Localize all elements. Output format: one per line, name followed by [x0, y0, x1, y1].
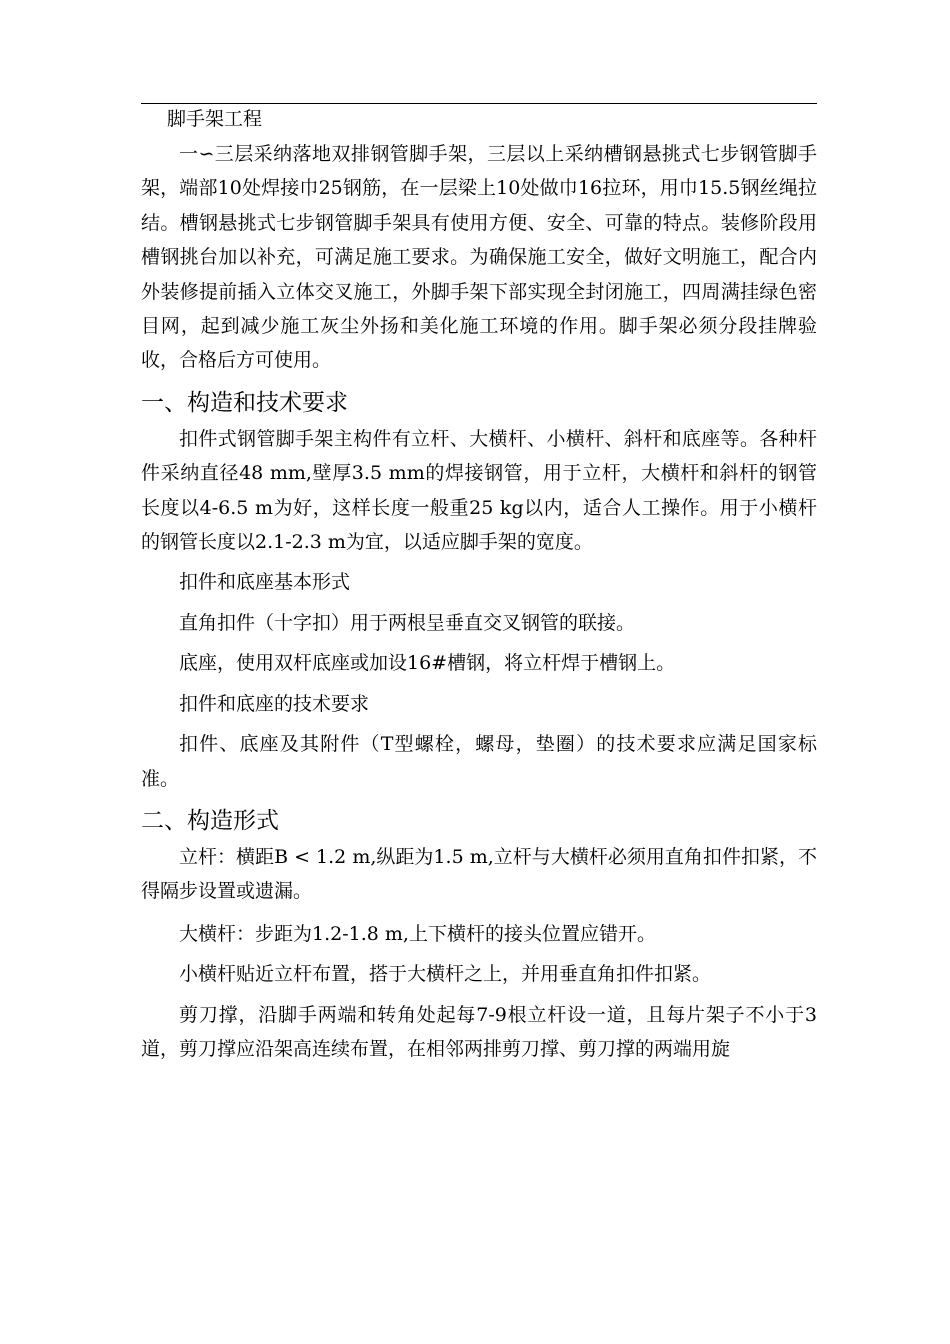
paragraph: 立杆：横距B < 1.2 m,纵距为1.5 m,立杆与大横杆必须用直角扣件扣紧，不得隔步设置或遗漏。 [141, 845, 817, 903]
paragraph: 底座，使用双杆底座或加设16#槽钢，将立杆焊于槽钢上。 [179, 652, 676, 675]
document-body [141, 104, 817, 1066]
paragraph: 扣件、底座及其附件（T型螺栓，螺母，垫圈）的技术要求应满足国家标准。 [141, 733, 817, 790]
paragraph: 直角扣件（十字扣）用于两根呈垂直交叉钢管的联接。 [179, 611, 636, 634]
intro-paragraph: 一∽三层采纳落地双排钢管脚手架，三层以上采纳槽钢悬挑式七步钢管脚手架，端部10处焊接巾25钢筋，在一层梁上10处做巾16拉环，用巾15.5钢丝绳拉结。槽钢悬挑式七步钢管脚手架具有使用方便、安全、可靠的特点。装修阶段用槽钢挑台加以补充，可满足施工要求。为确保施工安全，做好文明施工，配合内外装修提前插入立体交叉施工，外脚手架下部实现全封闭施工，四周满挂绿色密目网，起到减少施工灰尘外扬和美化施工环境的作用。脚手架必须分段挂牌验收，合格后方可使用。 [141, 143, 817, 372]
section-heading-1: 一、构造和技术要求 [141, 389, 348, 416]
section-heading-2: 二、构造形式 [141, 807, 279, 834]
paragraph: 剪刀撑，沿脚手两端和转角处起每7-9根立杆设一道，且每片架子不小于3道，剪刀撑应沿架高连续布置，在相邻两排剪刀撑、剪刀撑的两端用旋 [141, 1003, 817, 1060]
paragraph: 大横杆：步距为1.2-1.8 m,上下横杆的接头位置应错开。 [179, 922, 656, 945]
paragraph: 小横杆贴近立杆布置，搭于大横杆之上，并用垂直角扣件扣紧。 [179, 963, 712, 986]
paragraph: 扣件和底座的技术要求 [179, 692, 370, 715]
paragraph: 扣件和底座基本形式 [179, 571, 351, 594]
header-title: 脚手架工程 [167, 108, 263, 130]
paragraph: 扣件式钢管脚手架主构件有立杆、大横杆、小横杆、斜杆和底座等。各种杆件采纳直径48 mm,壁厚3.5 mm的焊接钢管，用于立杆，大横杆和斜杆的钢管长度以4-6.5 m为好，这样长度一般重25 kg以内，适合人工操作。用于小横杆的钢管长度以2.1-2.3 m为宜，以适应脚手架的宽度。 [141, 427, 817, 554]
